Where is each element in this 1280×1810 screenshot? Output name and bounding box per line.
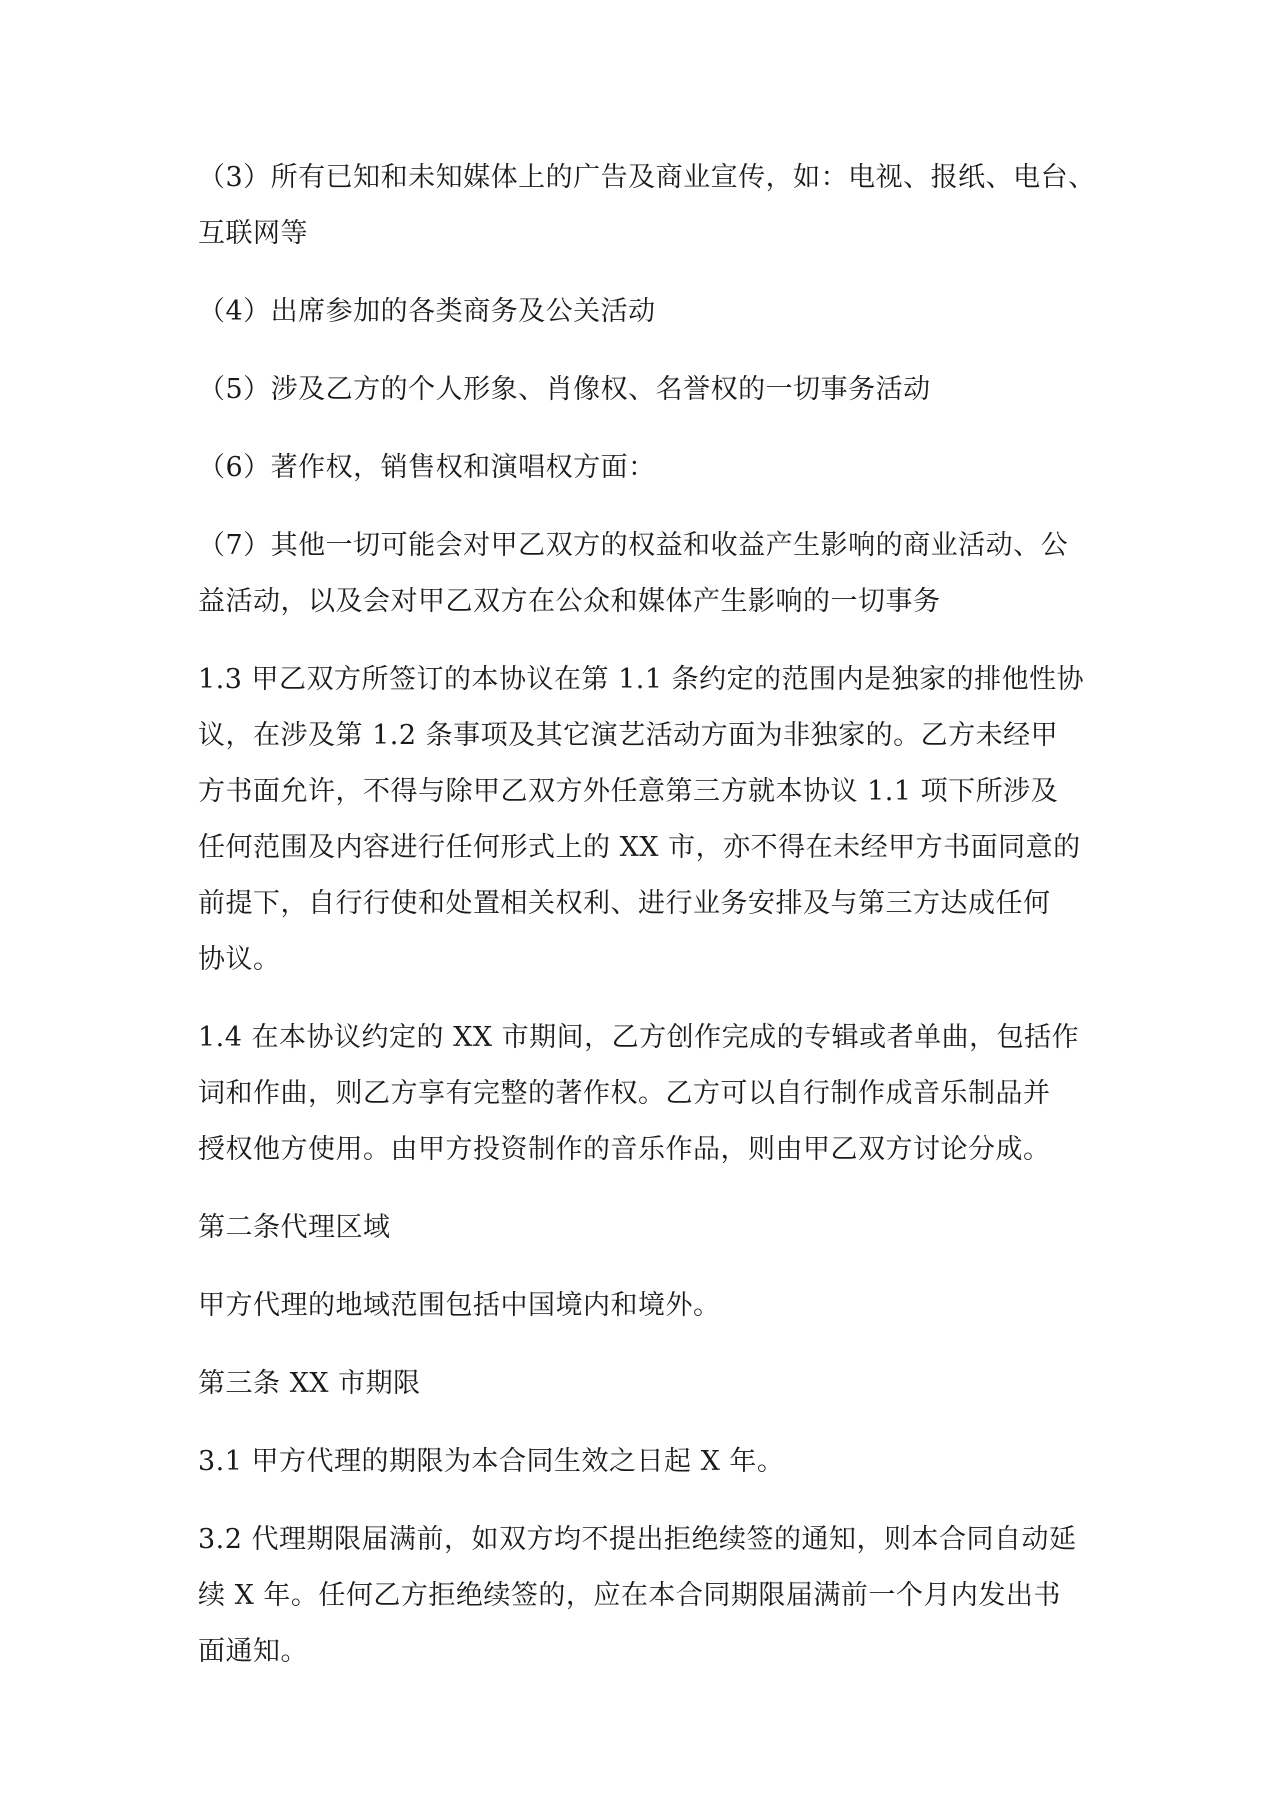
text-line: （4）出席参加的各类商务及公关活动 bbox=[198, 296, 656, 327]
clause-item-5 bbox=[198, 362, 1082, 418]
article-2-heading bbox=[198, 1200, 1082, 1256]
text-line: 协议。 bbox=[198, 944, 281, 975]
text-line: （6）著作权，销售权和演唱权方面： bbox=[198, 452, 656, 483]
text-line: 授权他方使用。由甲方投资制作的音乐作品，则由甲乙双方讨论分成。 bbox=[198, 1134, 1051, 1165]
clause-item-3 bbox=[198, 150, 1096, 262]
clause-item-6 bbox=[198, 440, 1082, 496]
heading-text: 第二条代理区域 bbox=[198, 1212, 391, 1243]
text-line: （7）其他一切可能会对甲乙双方的权益和收益产生影响的商业活动、公 bbox=[198, 530, 1069, 561]
article-2-body bbox=[198, 1278, 1082, 1334]
clause-3-2 bbox=[198, 1512, 1082, 1680]
clause-item-4 bbox=[198, 284, 1082, 340]
text-line: 前提下，自行行使和处置相关权利、进行业务安排及与第三方达成任何 bbox=[198, 888, 1051, 919]
text-line: 方书面允许，不得与除甲乙双方外任意第三方就本协议 1.1 项下所涉及 bbox=[198, 776, 1059, 807]
text-line: 任何范围及内容进行任何形式上的 XX 市，亦不得在未经甲方书面同意的 bbox=[198, 832, 1081, 863]
text-line: （5）涉及乙方的个人形象、肖像权、名誉权的一切事务活动 bbox=[198, 374, 931, 405]
clause-1-3 bbox=[198, 652, 1085, 988]
text-line: 面通知。 bbox=[198, 1636, 308, 1667]
text-line: 1.4 在本协议约定的 XX 市期间，乙方创作完成的专辑或者单曲，包括作 bbox=[198, 1022, 1080, 1053]
text-line: 益活动，以及会对甲乙双方在公众和媒体产生影响的一切事务 bbox=[198, 586, 941, 617]
heading-text: 第三条 XX 市期限 bbox=[198, 1368, 421, 1399]
text-line: 3.2 代理期限届满前，如双方均不提出拒绝续签的通知，则本合同自动延 bbox=[198, 1524, 1077, 1555]
text-line: 甲方代理的地域范围包括中国境内和境外。 bbox=[198, 1290, 721, 1321]
clause-item-7 bbox=[198, 518, 1082, 630]
text-line: 互联网等 bbox=[198, 218, 308, 249]
text-line: 3.1 甲方代理的期限为本合同生效之日起 X 年。 bbox=[198, 1446, 785, 1477]
text-line: 词和作曲，则乙方享有完整的著作权。乙方可以自行制作成音乐制品并 bbox=[198, 1078, 1051, 1109]
text-line: 续 X 年。任何乙方拒绝续签的，应在本合同期限届满前一个月内发出书 bbox=[198, 1580, 1061, 1611]
document-page bbox=[198, 150, 1096, 1702]
clause-1-4 bbox=[198, 1010, 1082, 1178]
article-3-heading bbox=[198, 1356, 1082, 1412]
text-line: 1.3 甲乙双方所签订的本协议在第 1.1 条约定的范围内是独家的排他性协 bbox=[198, 664, 1085, 695]
clause-3-1 bbox=[198, 1434, 1082, 1490]
text-line: 议，在涉及第 1.2 条事项及其它演艺活动方面为非独家的。乙方未经甲 bbox=[198, 720, 1059, 751]
text-line: （3）所有已知和未知媒体上的广告及商业宣传，如：电视、报纸、电台、 bbox=[198, 162, 1096, 193]
